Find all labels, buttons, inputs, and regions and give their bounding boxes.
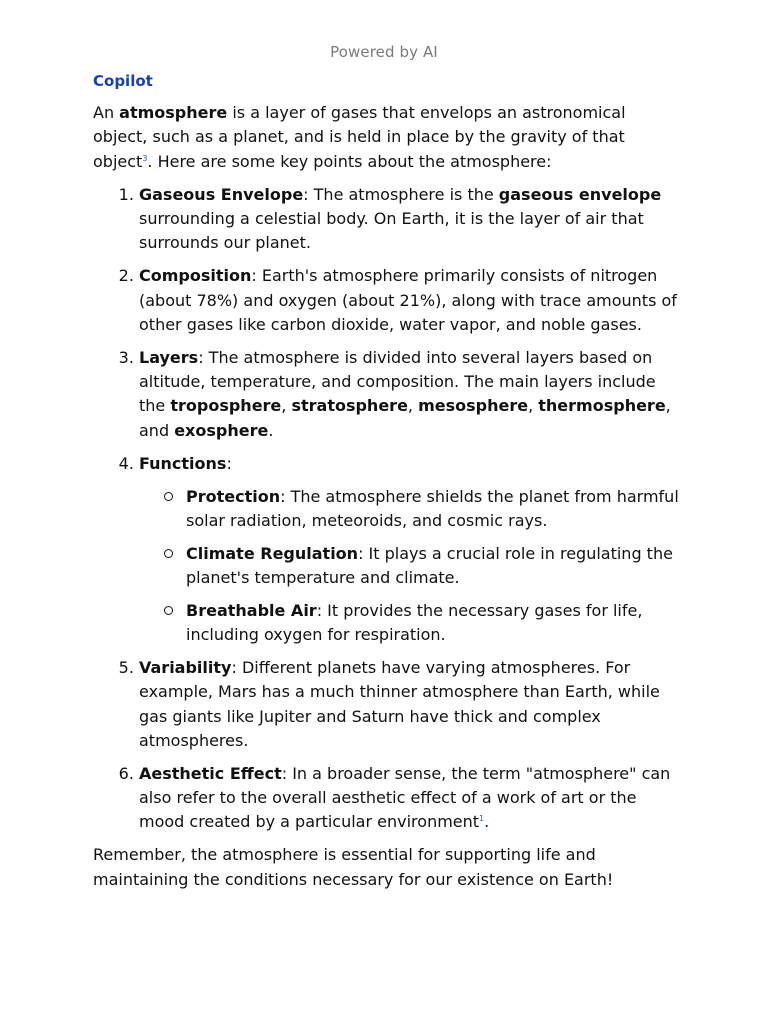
closing-paragraph: Remember, the atmosphere is essential for supporting life and maintaining the conditions necessary for our existence on Earth!	[93, 845, 614, 889]
layer-name-mesosphere: mesosphere	[418, 396, 529, 416]
sub-item-text: : It provides the necessary gases for life, including oxygen for respiration.	[186, 600, 643, 645]
citation-link[interactable]: 3	[142, 153, 148, 163]
intro-text-1: An	[93, 103, 120, 122]
functions-sublist	[139, 485, 683, 648]
item-text: : Earth's atmosphere primarily consists of nitrogen (about 78%) and oxygen (about 21%), along with trace amounts of other gases like carbon dioxide, water vapor, and noble gases.	[139, 266, 677, 334]
item-text: : Different planets have varying atmospheres. For example, Mars has a much thinner atmosphere than Earth, while gas giants like Jupiter and Saturn have thick and complex atmospheres.	[139, 658, 660, 750]
sub-item-title: Protection	[186, 486, 281, 506]
intro-text-3: . Here are some key points about the atmosphere:	[147, 151, 552, 171]
layer-name-thermosphere: thermosphere	[538, 396, 666, 416]
list-item-gaseous-envelope	[139, 183, 683, 256]
item-title: Aesthetic Effect	[139, 763, 282, 783]
sublist-item-climate-regulation	[186, 542, 683, 591]
item-text: : The atmosphere is the	[303, 184, 499, 204]
item-text: :	[226, 453, 232, 473]
list-item-variability	[139, 656, 683, 753]
item-text: : In a broader sense, the term "atmosphere" can also refer to the overall aesthetic effect of a work of art or the mood created by a particular environment	[139, 763, 671, 832]
sub-item-text: : The atmosphere shields the planet from harmful solar radiation, meteoroids, and cosmic rays.	[186, 486, 679, 530]
list-item-aesthetic-effect	[139, 762, 683, 835]
separator: ,	[407, 396, 419, 416]
separator: ,	[281, 396, 292, 416]
item-end: .	[484, 812, 490, 832]
list-item-functions	[139, 452, 683, 648]
layer-name-troposphere: troposphere	[170, 396, 282, 416]
separator: , and	[139, 396, 671, 440]
list-item-composition	[139, 264, 683, 337]
layer-name-stratosphere: stratosphere	[291, 396, 408, 416]
sublist-item-protection	[186, 485, 683, 534]
item-title: Layers	[139, 347, 199, 367]
list-item-layers	[139, 346, 683, 443]
intro-text-2: is a layer of gases that envelops an astronomical object, such as a planet, and is held in place by the gravity of that object	[93, 103, 626, 171]
layer-name-exosphere: exosphere	[174, 420, 269, 440]
key-points-list	[93, 183, 683, 835]
item-end: .	[268, 420, 274, 440]
separator: ,	[528, 396, 539, 416]
circle-bullet-icon	[164, 549, 173, 558]
item-emphasis: gaseous envelope	[498, 184, 662, 204]
author-label: Copilot	[93, 72, 153, 90]
circle-bullet-icon	[164, 492, 173, 501]
powered-by-label: Powered by AI	[330, 43, 438, 61]
circle-bullet-icon	[164, 606, 173, 615]
response-body	[93, 101, 683, 892]
sub-item-title: Breathable Air	[186, 600, 317, 620]
item-text: : The atmosphere is divided into several layers based on altitude, temperature, and composition. The main layers include the	[139, 347, 656, 416]
item-text: surrounding a celestial body. On Earth, it is the layer of air that surrounds our planet.	[139, 209, 644, 253]
item-title: Composition	[139, 266, 252, 286]
item-title: Variability	[139, 658, 232, 678]
sub-item-title: Climate Regulation	[186, 543, 359, 563]
sublist-item-breathable-air	[186, 599, 683, 648]
item-title: Functions	[139, 453, 227, 473]
sub-item-text: : It plays a crucial role in regulating the planet's temperature and climate.	[186, 543, 673, 588]
intro-paragraph	[93, 101, 683, 174]
intro-term: atmosphere	[119, 103, 228, 122]
citation-link[interactable]: 1	[479, 814, 485, 824]
item-title: Gaseous Envelope	[139, 184, 304, 204]
